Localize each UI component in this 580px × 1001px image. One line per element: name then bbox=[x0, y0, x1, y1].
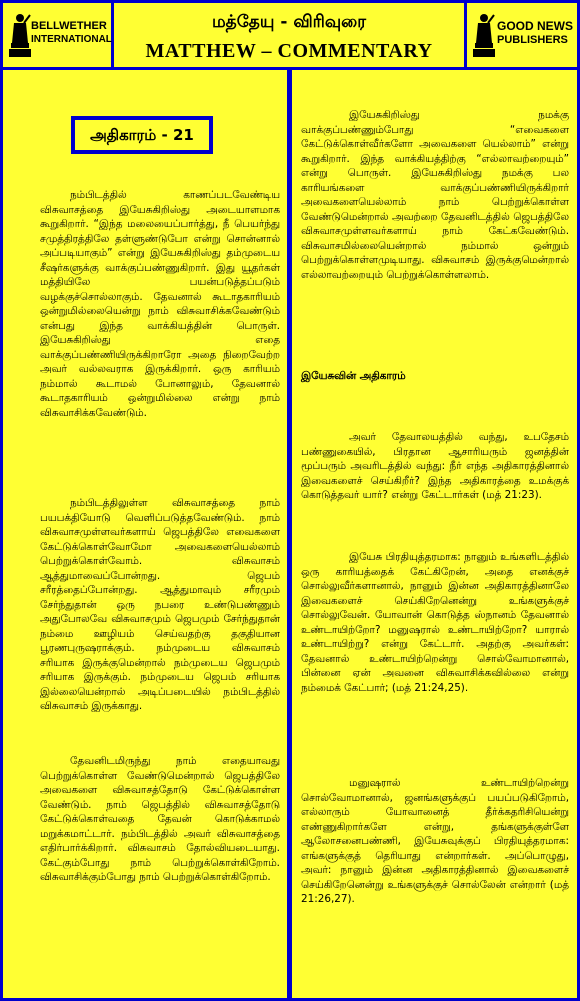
right-column bbox=[292, 70, 577, 998]
right-paragraph-2: இயேசு பிரதியுத்தரமாக: நானும் உங்களிடத்தில் ஒரு காரியத்தைக் கேட்கிறேன், அதை எனக்குச் சொல்லுவீர்களானால், நானும் இன்ன அதிகாரத்தினாலே இவைகளைச் செய்கிறேனென்று உங்களுக்குச் சொல்லுவேன். யோவான் கொடுத்த ஸ்நானம் தேவனால் உண்டாயிற்றோ? மனுஷரால் உண்டாயிற்றோ? யாரால் உண்டாயிற்று? என்று கேட்டார். அதற்கு அவர்கள்: தேவனால் உண்டாயிற்றென்று சொல்வோமானால், பின்னை ஏன் அவனை விசுவாசிக்கவில்லை என்று நம்மைக் கேட்பார்; (மத் 21:24,25). bbox=[301, 551, 569, 694]
logo-right-line1: GOOD NEWS bbox=[497, 19, 574, 33]
chapter-label: அதிகாரம் - 21 bbox=[71, 116, 213, 154]
right-paragraph-1: அவர் தேவாலயத்தில் வந்து, உபதேசம் பண்ணுகையில், பிரதான ஆசாரியரும் ஜனத்தின் மூப்பரும் அவரிடத்தில் வந்து: நீர் எந்த அதிகாரத்தினால் இவைகளைச் செய்கிறீர்? இந்த அதிகாரத்தை உமக்குக் கொடுத்தவர் யார்? என்று கேட்டார்கள் (மத் 21:23). bbox=[301, 431, 569, 501]
section-heading: இயேசுவின் அதிகாரம் bbox=[301, 370, 406, 382]
good-news-logo bbox=[467, 3, 577, 67]
statue-icon bbox=[9, 13, 31, 59]
left-paragraph-2: நம்பிடத்திலுள்ள விசுவாசத்தை நாம் பயபக்தியோடு வெளிப்படுத்தவேண்டும். நாம் விசுவாசமுள்ளவர்களாய் ஜெபத்திலே எவைகளை கேட்டுக்கொள்வோமோ அவைகளையெல்லாம் பெற்றுக்கொள்வோம். விசுவாசம் ஆத்துமாவைப்போன்றது. ஜெபம் சரீரத்தைப்போன்றது. ஆத்துமாவும் சரீரமும் சேர்ந்துதான் ஒரு நபரை உண்டுபண்ணும் அதுபோலவே விசுவாசமும் ஜெபமும் சேர்ந்துதான் நம்மை ஊழியம் செய்வதற்கு தகுதியான பூரணபுருஷராக்கும். நம்முடைய விசுவாசம் சரியாக இருக்குமென்றால் நம்முடைய ஜெபமும் சரியாக இருக்கும். நம்முடைய ஜெபம் சரியாக இல்லையென்றால் அடிப்படையில் நம்பிடத்தில் விசுவாசம் இருக்காது. bbox=[40, 497, 280, 712]
title-box bbox=[114, 3, 464, 67]
title-english: MATTHEW – COMMENTARY bbox=[145, 40, 433, 62]
right-paragraph-intro: இயேசுகிறிஸ்து நமக்கு வாக்குப்பண்ணும்போது “எவைகளை கேட்டுக்கொள்வீர்களோ அவைகளை யெல்லாம்” என்று கூறுகிறார். இந்த வாக்கியத்திற்கு “எல்லாவற்றையும்” என்று பொருள். இயேசுகிறிஸ்து நமக்கு பல காரியங்களை வாக்குப்பண்ணியிருக்கிறார் அவைகளையெல்லாம் நாம் பெற்றுக்கொள்ள வேண்டுமென்றால் அவற்றை தேவனிடத்தில் ஜெபத்திலே விசுவாசமுள்ளவர்களாய் நாம் கேட்கவேண்டும். விசுவாசமில்லையென்றால் நம்மால் ஒன்றும் பெற்றுக்கொள்ளமுடியாது. விசுவாசம் இருக்குமென்றால் எல்லாவற்றையும் பெற்றுக்கொள்ளலாம். bbox=[301, 109, 569, 281]
left-column bbox=[3, 70, 287, 998]
left-paragraph-3: தேவனிடமிருந்து நாம் எதையாவது பெற்றுக்கொள்ள வேண்டுமென்றால் ஜெபத்திலே அவைகளை விசுவாசத்தோடு கேட்டுக்கொள்ள வேண்டும். நாம் ஜெபத்தில் விசுவாசத்தோடு கேட்டுக்கொள்வதை தேவன் கொடுக்காமல் மறுக்கமாட்டார். நம்பிடத்தில் அவர் விசுவாசத்தை எதிர்பார்க்கிறார். விசுவாசம் தோல்வியடையாது. கேட்கும்போது நாம் பெற்றுக்கொள்கிறோம். விசுவாசிக்கும்போது நாம் பெற்றுக்கொள்கிறோம். bbox=[40, 755, 280, 883]
title-tamil: மத்தேயு - விரிவுரை bbox=[211, 12, 367, 32]
right-paragraph-3: மனுஷரால் உண்டாயிற்றென்று சொல்வோமானால், ஜனங்களுக்குப் பயப்படுகிறோம், எல்லாரும் யோவானைத் தீர்க்கதரிசியென்று எண்ணுகிறார்களே என்று, தங்களுக்குள்ளே ஆலோசனைபண்ணி, இயேசுவுக்குப் பிரதியுத்தரமாக: எங்களுக்குத் தெரியாது என்றார்கள். அப்பொழுது, அவர்: நானும் இன்ன அதிகாரத்தினால் இவைகளைச் செய்கிறேனென்று உங்களுக்குச் சொல்லேன் என்றார் (மத் 21:26,27). bbox=[301, 777, 569, 905]
logo-left-line2: INTERNATIONAL bbox=[31, 34, 112, 45]
logo-right-line2: PUBLISHERS bbox=[497, 34, 568, 46]
logo-left-line1: BELLWETHER bbox=[31, 20, 107, 32]
bellwether-logo bbox=[3, 3, 111, 67]
left-paragraph-1: நம்பிடத்தில் காணப்படவேண்டிய விசுவாசத்தை இயேசுகிறிஸ்து அடையாளமாக கூறுகிறார். “இந்த மலையைப்பார்த்து, நீ பெயர்ந்து சமுத்திரத்திலே தள்ளுண்டுபோ என்று சொன்னால் அப்படியாகும்” என்று இயேசுகிறிஸ்து தம்முடைய சீஷர்களுக்கு வாக்குப்பண்ணுகிறார். இது யூதர்கள் மத்தியிலே பயன்படுத்தப்படும் வழக்குச்சொல்லாகும். தேவனால் கூடாதகாரியம் ஒன்றுமில்லையென்று நாம் விசுவாசிக்கவேண்டும் என்பது இந்த வாக்கியத்தின் பொருள். இயேசுகிறிஸ்து எதை வாக்குப்பண்ணியிருக்கிறாரோ அதை நிறைவேற்ற அவர் வல்லவராக இருக்கிறார். ஒரு காரியம் நம்மால் கூடாமல் போனாலும், தேவனால் கூடாதகாரியம் ஒன்றுமில்லை என்று நாம் விசுவாசிக்கவேண்டும். bbox=[40, 189, 280, 419]
statue-icon bbox=[473, 13, 495, 59]
